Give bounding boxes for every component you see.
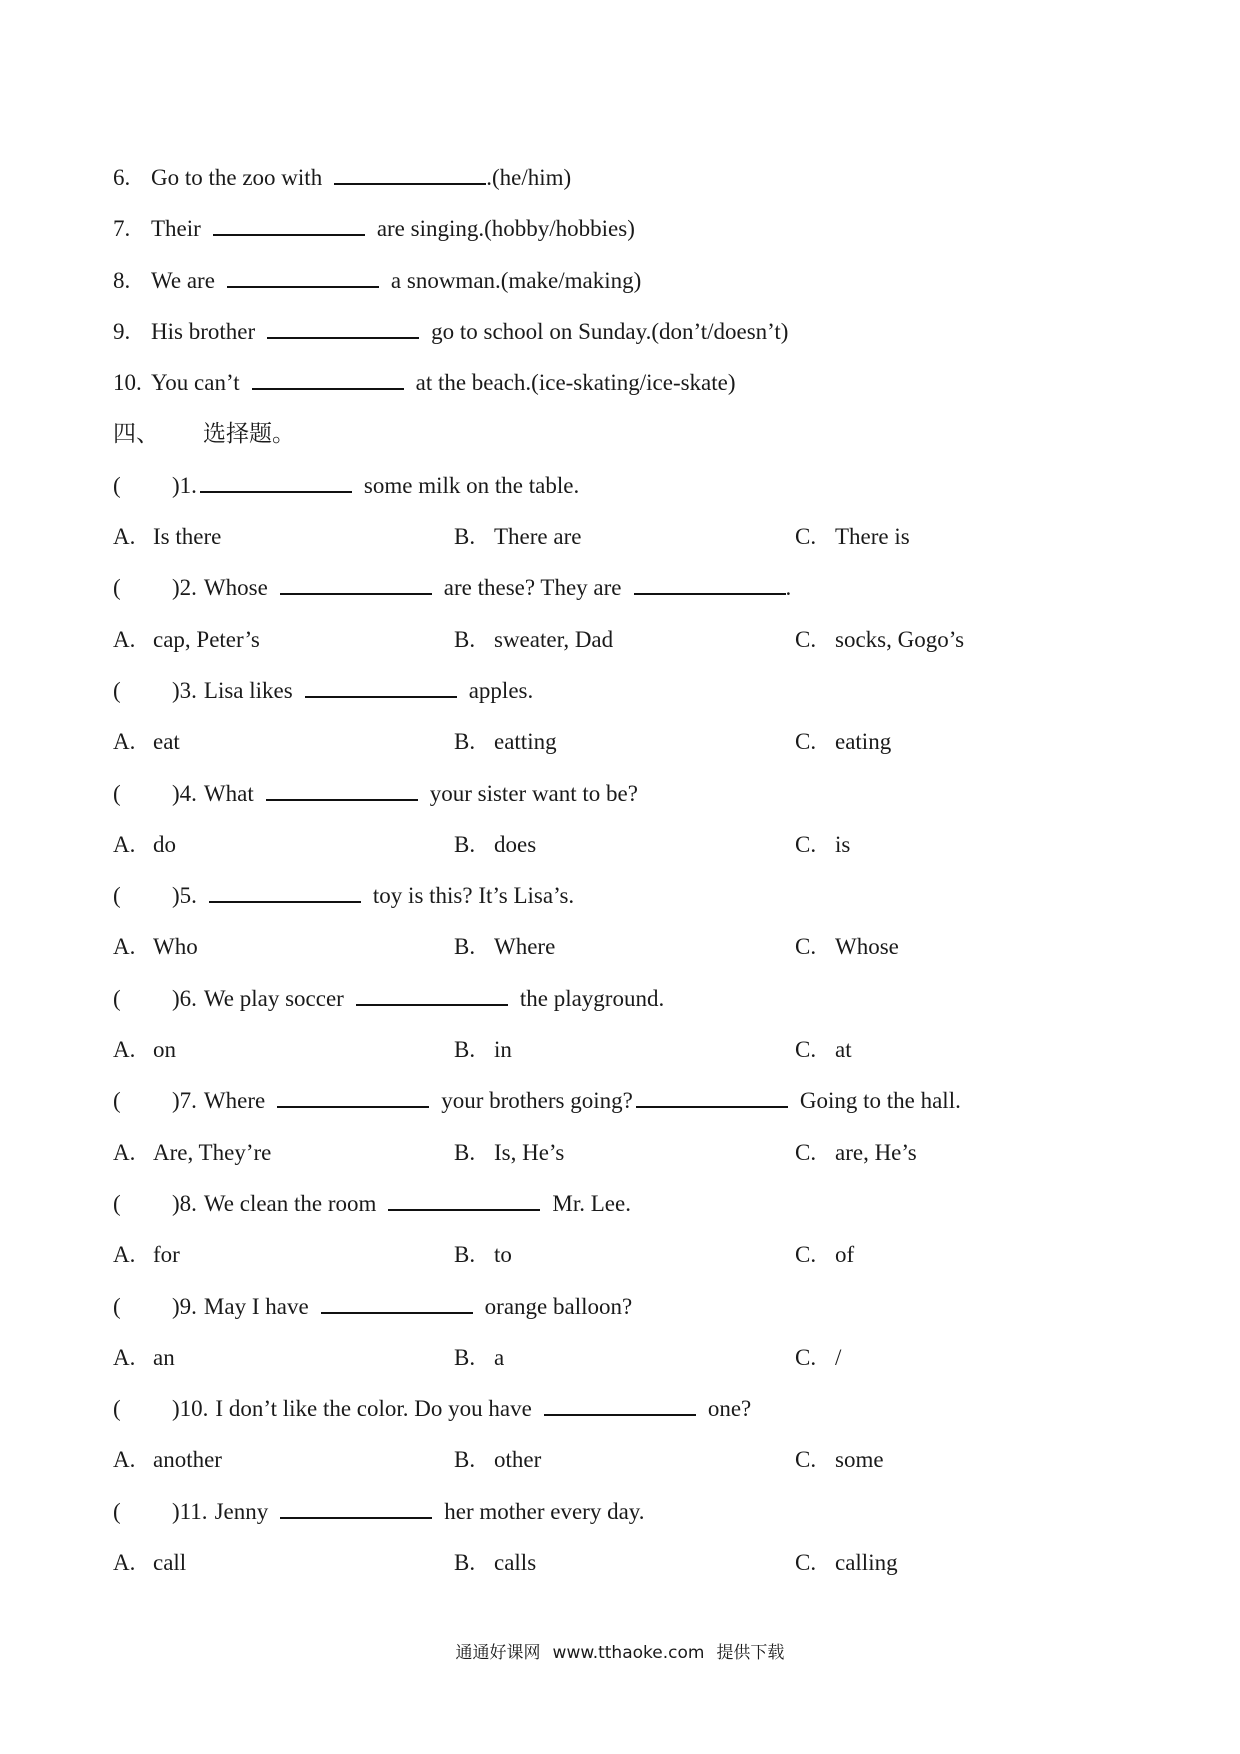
question-number: )4.	[172, 780, 197, 806]
question-text: one?	[707, 1396, 752, 1422]
option-c	[795, 614, 964, 665]
option-a	[113, 1229, 180, 1280]
footer-url: www.tthaoke.com	[552, 1643, 705, 1663]
answer-blank	[636, 1088, 788, 1108]
option-text: Where	[494, 934, 556, 960]
choice-question-8	[113, 1178, 1193, 1229]
question-text: Going to the hall.	[799, 1088, 961, 1114]
option-label: B.	[454, 1242, 476, 1268]
option-text: calls	[494, 1550, 537, 1576]
option-label: C.	[795, 1139, 817, 1165]
section-heading	[113, 408, 1193, 459]
option-c	[795, 1434, 884, 1485]
fill-in-item-10	[113, 357, 1193, 408]
option-c	[795, 511, 910, 562]
answer-blank	[252, 370, 404, 390]
answer-blank	[634, 575, 786, 595]
question-text: May I have	[203, 1293, 309, 1319]
option-text: call	[153, 1550, 187, 1576]
option-c	[795, 1229, 854, 1280]
option-text: an	[153, 1344, 175, 1370]
option-label: C.	[795, 934, 817, 960]
fill-in-item-7	[113, 203, 1193, 254]
option-a	[113, 614, 260, 665]
question-text: Lisa likes	[203, 677, 293, 703]
option-label: C.	[795, 1344, 817, 1370]
options-row-3	[113, 716, 1193, 767]
option-text: does	[494, 831, 537, 857]
option-label: A.	[113, 1550, 136, 1576]
option-b	[454, 511, 581, 562]
option-label: A.	[113, 729, 136, 755]
option-b	[454, 1229, 512, 1280]
question-text: Mr. Lee.	[552, 1190, 631, 1216]
options-row-7	[113, 1127, 1193, 1178]
question-text: .	[785, 575, 792, 601]
option-label: B.	[454, 524, 476, 550]
item-number: 8.	[113, 267, 131, 293]
option-text: of	[835, 1242, 855, 1268]
option-b	[454, 1127, 564, 1178]
question-text: are these? They are	[443, 575, 622, 601]
choice-question-7	[113, 1075, 1193, 1126]
options-row-6	[113, 1024, 1193, 1075]
choice-question-4	[113, 768, 1193, 819]
worksheet-body	[113, 152, 1193, 1588]
option-text: calling	[835, 1550, 898, 1576]
option-label: B.	[454, 831, 476, 857]
choice-question-2	[113, 562, 1193, 613]
question-number: )1.	[172, 472, 197, 498]
option-text: There are	[494, 524, 582, 550]
option-label: C.	[795, 626, 817, 652]
answer-bracket: (	[113, 1088, 121, 1114]
option-b	[454, 1024, 512, 1075]
question-number: )9.	[172, 1293, 197, 1319]
answer-bracket: (	[113, 1396, 121, 1422]
option-label: A.	[113, 1037, 136, 1063]
item-text-before: Their	[151, 216, 201, 242]
choice-question-10	[113, 1383, 1193, 1434]
item-text-after: a snowman.(make/making)	[390, 267, 642, 293]
option-text: eatting	[494, 729, 557, 755]
option-label: C.	[795, 1242, 817, 1268]
choice-question-1	[113, 460, 1193, 511]
question-number: )7.	[172, 1088, 197, 1114]
option-b	[454, 921, 555, 972]
option-text: to	[494, 1242, 512, 1268]
question-text: toy is this? It’s Lisa’s.	[372, 883, 575, 909]
choice-question-3	[113, 665, 1193, 716]
question-text: We clean the room	[203, 1190, 377, 1216]
item-number: 9.	[113, 318, 131, 344]
option-c	[795, 1332, 841, 1383]
option-text: eat	[153, 729, 180, 755]
option-b	[454, 1332, 504, 1383]
answer-blank	[334, 165, 486, 185]
option-text: a	[494, 1344, 505, 1370]
question-text: the playground.	[519, 985, 665, 1011]
option-label: A.	[113, 934, 136, 960]
answer-blank	[356, 986, 508, 1006]
option-text: Who	[153, 934, 198, 960]
option-a	[113, 1332, 175, 1383]
question-text: some milk on the table.	[363, 472, 580, 498]
section-title: 选择题。	[203, 421, 295, 447]
question-text: her mother every day.	[444, 1498, 645, 1524]
answer-blank	[280, 575, 432, 595]
question-text: Whose	[203, 575, 268, 601]
option-label: A.	[113, 831, 136, 857]
choice-question-6	[113, 973, 1193, 1024]
options-row-5	[113, 921, 1193, 972]
item-number: 6.	[113, 165, 131, 190]
option-text: Is there	[153, 524, 222, 550]
item-number: 7.	[113, 216, 131, 242]
option-b	[454, 1537, 536, 1588]
option-text: /	[835, 1344, 842, 1370]
item-text-after: go to school on Sunday.(don’t/doesn’t)	[431, 318, 789, 344]
answer-blank	[227, 268, 379, 288]
choice-question-11	[113, 1486, 1193, 1537]
option-label: C.	[795, 1447, 817, 1473]
option-a	[113, 1024, 176, 1075]
option-c	[795, 716, 891, 767]
option-label: B.	[454, 729, 476, 755]
option-text: some	[835, 1447, 884, 1473]
option-text: Are, They’re	[153, 1139, 272, 1165]
option-b	[454, 819, 536, 870]
option-text: is	[835, 831, 851, 857]
answer-bracket: (	[113, 1190, 121, 1216]
option-b	[454, 1434, 541, 1485]
options-row-9	[113, 1332, 1193, 1383]
answer-blank	[388, 1191, 540, 1211]
option-label: B.	[454, 1037, 476, 1063]
options-row-2	[113, 614, 1193, 665]
option-a	[113, 716, 180, 767]
option-label: B.	[454, 1447, 476, 1473]
option-c	[795, 1127, 917, 1178]
option-label: B.	[454, 1139, 476, 1165]
option-label: C.	[795, 729, 817, 755]
answer-blank	[277, 1088, 429, 1108]
option-text: eating	[835, 729, 892, 755]
options-row-11	[113, 1537, 1193, 1588]
item-text-before: We are	[151, 267, 215, 293]
option-text: There is	[835, 524, 910, 550]
fill-in-item-9	[113, 306, 1193, 357]
option-label: B.	[454, 1344, 476, 1370]
question-number: )5.	[172, 883, 197, 909]
option-text: another	[153, 1447, 222, 1473]
option-label: C.	[795, 524, 817, 550]
option-label: A.	[113, 1242, 136, 1268]
question-number: )10.	[172, 1396, 209, 1422]
footer-note: 提供下载	[716, 1643, 785, 1663]
question-text: What	[203, 780, 254, 806]
question-text: your brothers going?	[441, 1088, 633, 1114]
option-c	[795, 1024, 852, 1075]
option-label: A.	[113, 1344, 136, 1370]
question-number: )2.	[172, 575, 197, 601]
answer-blank	[544, 1396, 696, 1416]
option-text: other	[494, 1447, 542, 1473]
option-text: sweater, Dad	[494, 626, 614, 652]
question-number: )11.	[172, 1498, 208, 1524]
question-text: Where	[203, 1088, 266, 1114]
options-row-10	[113, 1434, 1193, 1485]
question-text: I don’t like the color. Do you have	[215, 1396, 532, 1422]
choice-question-5	[113, 870, 1193, 921]
question-text: your sister want to be?	[429, 780, 638, 806]
answer-blank	[209, 883, 361, 903]
answer-blank	[305, 678, 457, 698]
answer-bracket: (	[113, 883, 121, 909]
question-text: We play soccer	[203, 985, 344, 1011]
option-text: Whose	[835, 934, 899, 960]
option-b	[454, 716, 557, 767]
option-label: B.	[454, 934, 476, 960]
option-label: C.	[795, 831, 817, 857]
item-text-after: are singing.(hobby/hobbies)	[376, 216, 635, 242]
answer-bracket: (	[113, 985, 121, 1011]
answer-bracket: (	[113, 677, 121, 703]
option-c	[795, 819, 850, 870]
answer-blank	[200, 473, 352, 493]
question-text: orange balloon?	[484, 1293, 633, 1319]
option-label: A.	[113, 1139, 136, 1165]
answer-bracket: (	[113, 575, 121, 601]
option-text: cap, Peter’s	[153, 626, 260, 652]
option-text: Is, He’s	[494, 1139, 565, 1165]
answer-bracket: (	[113, 1498, 121, 1524]
option-a	[113, 1127, 271, 1178]
options-row-1	[113, 511, 1193, 562]
item-text-before: You can’t	[151, 370, 240, 396]
option-text: for	[153, 1242, 180, 1268]
answer-blank	[267, 319, 419, 339]
option-a	[113, 1434, 222, 1485]
item-text-after: at the beach.(ice-skating/ice-skate)	[415, 370, 736, 396]
option-text: on	[153, 1037, 176, 1063]
option-label: A.	[113, 1447, 136, 1473]
section-number: 四、	[113, 421, 159, 447]
option-label: A.	[113, 626, 136, 652]
option-a	[113, 511, 221, 562]
option-label: A.	[113, 524, 136, 550]
answer-bracket: (	[113, 1293, 121, 1319]
answer-blank	[321, 1294, 473, 1314]
page-footer	[0, 1638, 1240, 1663]
fill-in-item-6	[113, 152, 1193, 203]
option-a	[113, 819, 176, 870]
option-b	[454, 614, 613, 665]
item-number: 10.	[113, 370, 142, 396]
option-label: B.	[454, 1550, 476, 1576]
item-text-before: His brother	[151, 318, 256, 344]
option-a	[113, 921, 198, 972]
option-label: C.	[795, 1037, 817, 1063]
option-label: C.	[795, 1550, 817, 1576]
answer-blank	[266, 781, 418, 801]
option-text: are, He’s	[835, 1139, 917, 1165]
option-text: socks, Gogo’s	[835, 626, 965, 652]
option-c	[795, 921, 899, 972]
choice-question-9	[113, 1281, 1193, 1332]
question-number: )8.	[172, 1190, 197, 1216]
question-text: Jenny	[214, 1498, 269, 1524]
option-a	[113, 1537, 186, 1588]
answer-bracket: (	[113, 780, 121, 806]
item-text-before: Go to the zoo with	[151, 165, 323, 190]
option-text: in	[494, 1037, 512, 1063]
option-label: B.	[454, 626, 476, 652]
options-row-8	[113, 1229, 1193, 1280]
options-row-4	[113, 819, 1193, 870]
option-text: at	[835, 1037, 852, 1063]
footer-site-name: 通通好课网	[455, 1643, 541, 1663]
answer-bracket: (	[113, 472, 121, 498]
answer-blank	[213, 216, 365, 236]
question-number: )3.	[172, 677, 197, 703]
option-text: do	[153, 831, 176, 857]
fill-in-item-8	[113, 255, 1193, 306]
option-c	[795, 1537, 898, 1588]
answer-blank	[280, 1499, 432, 1519]
question-number: )6.	[172, 985, 197, 1011]
item-text-after: .(he/him)	[486, 165, 572, 190]
question-text: apples.	[468, 677, 534, 703]
